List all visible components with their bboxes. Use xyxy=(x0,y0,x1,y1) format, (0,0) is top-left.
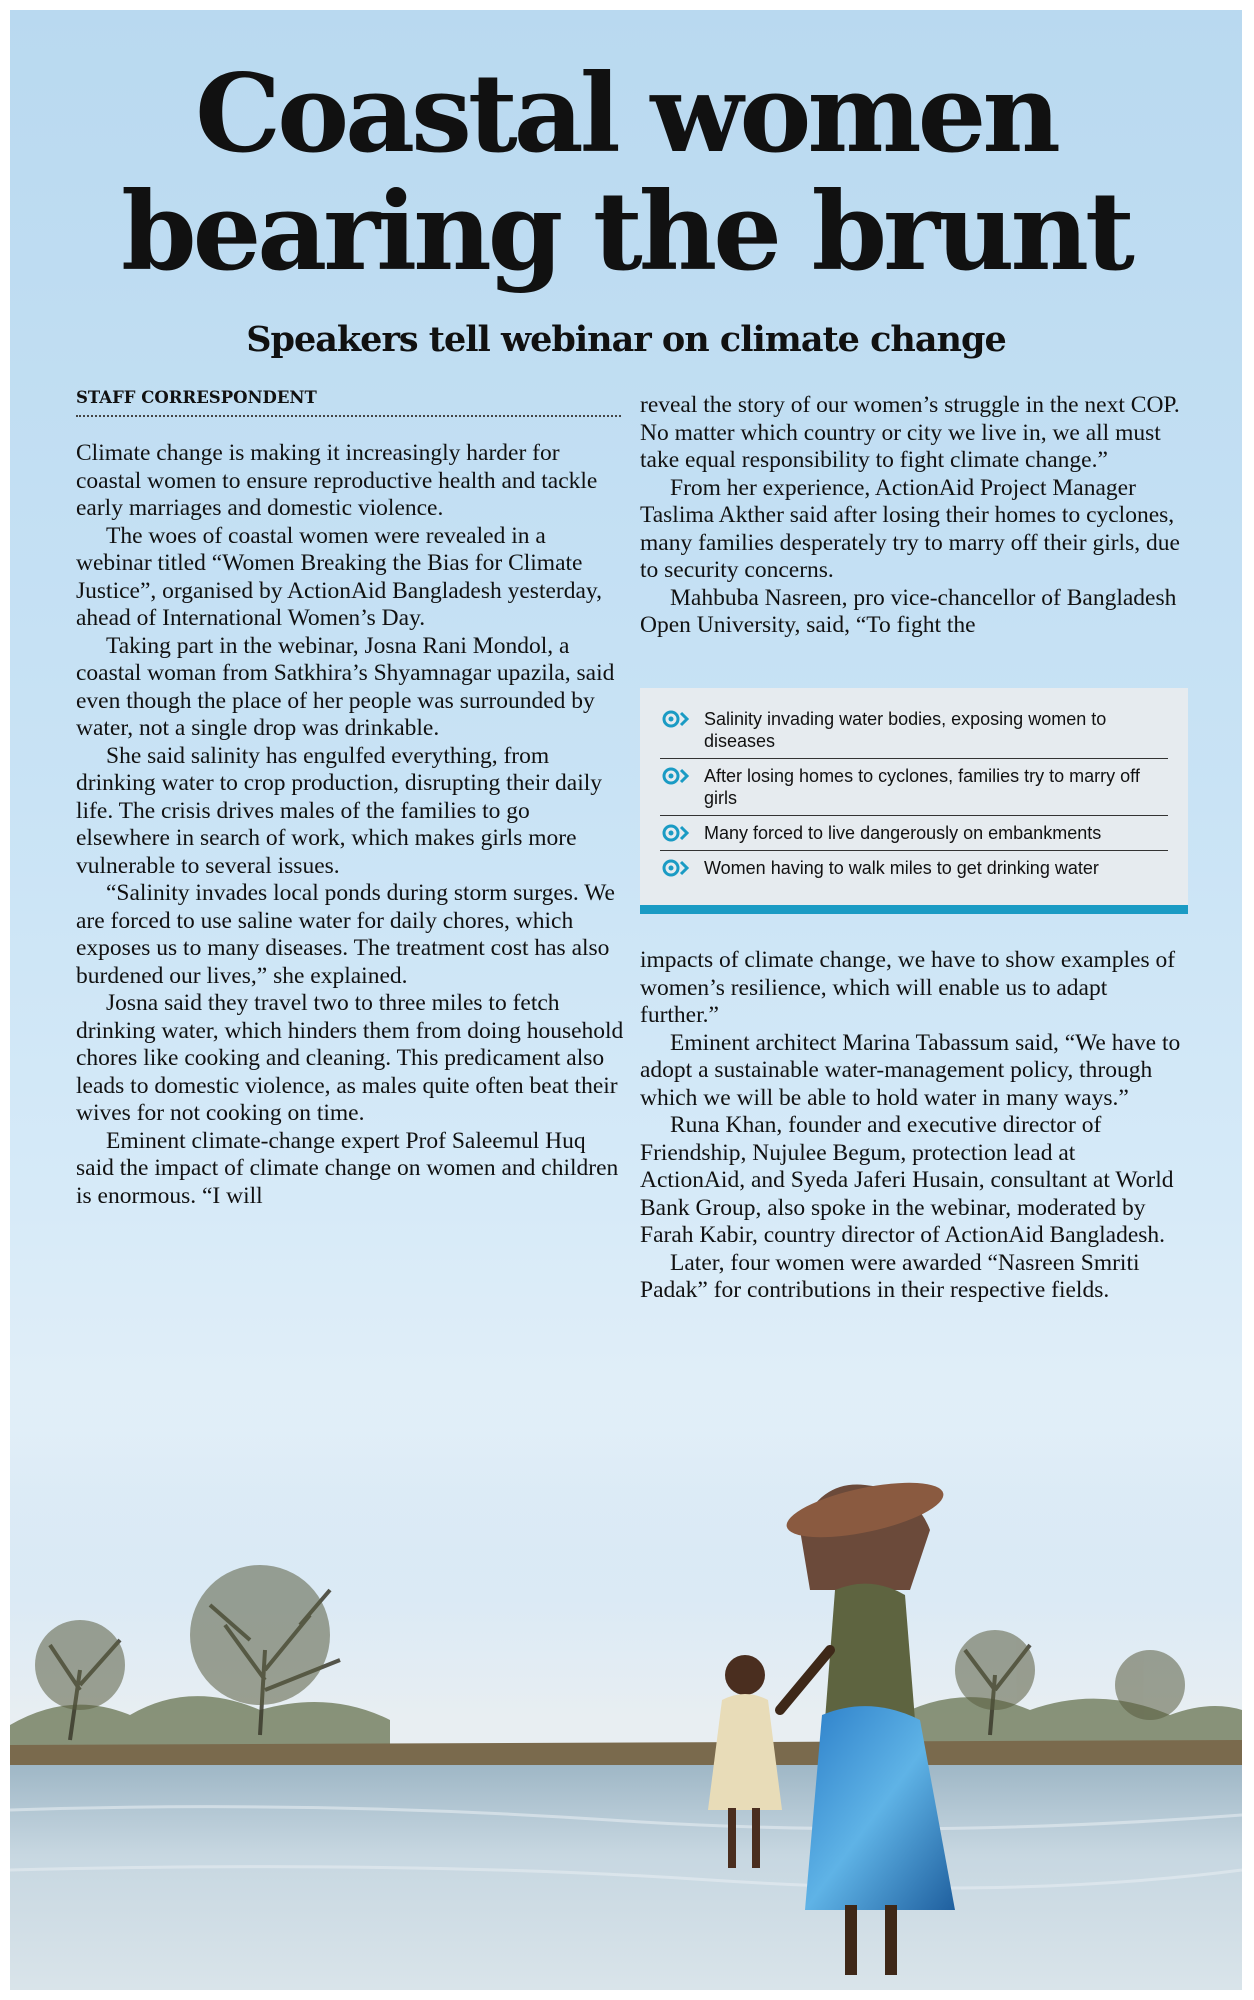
paragraph: Taking part in the webinar, Josna Rani Mondol, a coastal woman from Satkhira’s Shyamnagar upazila, said even though the place of her people was surrounded by water, not a single drop was drinkable. xyxy=(76,632,615,741)
paragraph: She said salinity has engulfed everything, from drinking water to crop production, disrupting their daily life. The crisis drives males of the families to go elsewhere in search of work, which makes girls more vulnerable to several issues. xyxy=(76,742,603,879)
paragraph: “Salinity invades local ponds during storm surges. We are forced to use saline water for daily chores, which exposes us to many diseases. The treatment cost has also burdened our lives,” she explained. xyxy=(76,880,615,989)
paragraph: Josna said they travel two to three miles to fetch drinking water, which hinders them from doing household chores like cooking and cleaning. This predicament also leads to domestic violence, as males quite often beat their wives for not cooking on time. xyxy=(76,990,624,1126)
paragraph: The woes of coastal women were revealed in a webinar titled “Women Breaking the Bias for Climate Justice”, organised by ActionAid Bangladesh yesterday, ahead of International Women’s Day. xyxy=(76,522,603,631)
key-point-item xyxy=(660,702,1168,759)
article-column-2-bottom xyxy=(640,947,1182,1305)
paragraph: Eminent climate-change expert Prof Saleemul Huq said the impact of climate change on women and children is enormous. “I will xyxy=(76,1127,619,1209)
subheadline: Speakers tell webinar on climate change xyxy=(246,319,1006,360)
paragraph: reveal the story of our women’s struggle in the next COP. No matter which country or city we live in, we all must take equal responsibility to fight climate change.” xyxy=(640,392,1180,473)
headline-line-1: Coastal women xyxy=(195,51,1057,177)
headline xyxy=(10,51,1242,295)
paragraph: Mahbuba Nasreen, pro vice-chancellor of Bangladesh Open University, said, “To fight the xyxy=(640,584,1177,638)
paragraph: From her experience, ActionAid Project Manager Taslima Akther said after losing their homes to cyclones, many families desperately try to marry off their girls, due to security concerns. xyxy=(640,474,1180,583)
newspaper-page xyxy=(10,10,1242,1990)
paragraph: Runa Khan, founder and executive director of Friendship, Nujulee Begum, protection lead at ActionAid, and Syeda Jaferi Husain, consultant at World Bank Group, also spoke in the webinar, moderated by Farah Kabir, country director of ActionAid Bangladesh. xyxy=(640,1112,1174,1248)
key-point-text: After losing homes to cyclones, families try to marry off girls xyxy=(704,766,1140,808)
bullet-arrow-icon xyxy=(662,767,692,785)
key-point-text: Salinity invading water bodies, exposing women to diseases xyxy=(704,709,1107,751)
key-point-item xyxy=(660,816,1168,851)
flood-scene-photo xyxy=(10,1390,1242,1990)
key-point-item xyxy=(660,851,1168,885)
headline-line-2: bearing the brunt xyxy=(121,169,1131,295)
byline: STAFF CORRESPONDENT xyxy=(76,388,621,417)
key-point-text: Women having to walk miles to get drinking water xyxy=(704,858,1099,878)
article-column-2-top xyxy=(640,392,1182,640)
paragraph: Eminent architect Marina Tabassum said, “We have to adopt a sustainable water-management policy, through which we will be able to hold water in many ways.” xyxy=(640,1029,1181,1111)
article-column-1 xyxy=(76,440,624,1210)
key-point-item xyxy=(660,759,1168,816)
bullet-arrow-icon xyxy=(662,710,692,728)
paragraph: Climate change is making it increasingly harder for coastal women to ensure reproductive health and tackle early marriages and domestic violence. xyxy=(76,440,598,521)
key-point-text: Many forced to live dangerously on embankments xyxy=(704,823,1102,843)
paragraph: Later, four women were awarded “Nasreen Smriti Padak” for contributions in their respective fields. xyxy=(640,1249,1140,1303)
paragraph: impacts of climate change, we have to show examples of women’s resilience, which will enable us to adapt further.” xyxy=(640,947,1176,1028)
key-points-box xyxy=(640,688,1188,914)
bullet-arrow-icon xyxy=(662,859,692,877)
bullet-arrow-icon xyxy=(662,824,692,842)
